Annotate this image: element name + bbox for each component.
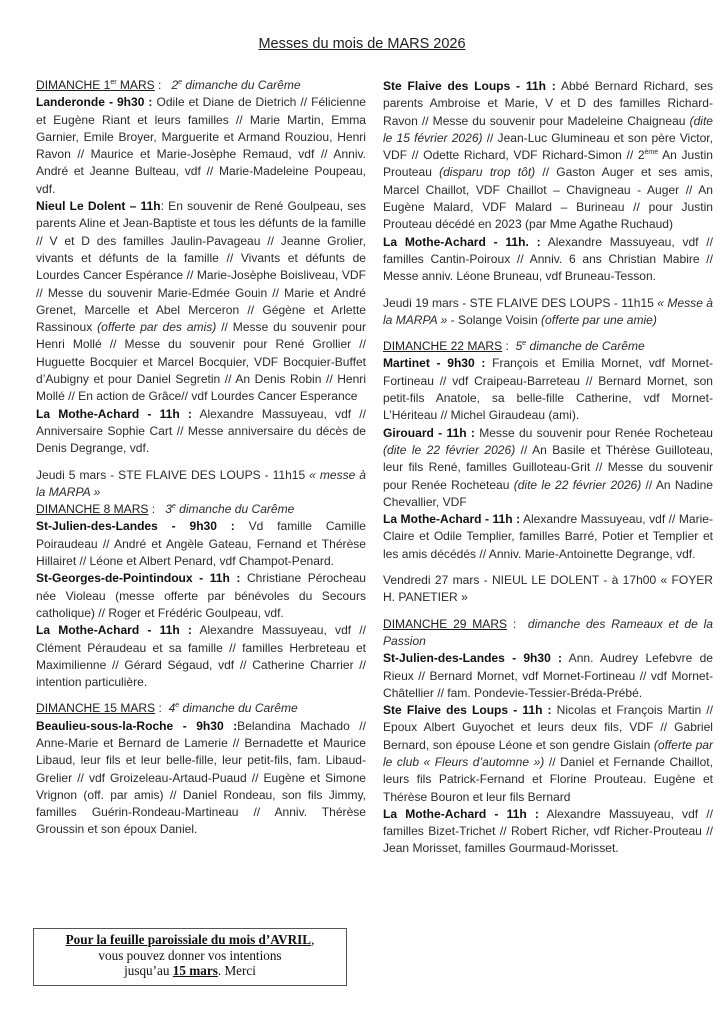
intentions-notice-box: Pour la feuille paroissiale du mois d’AVRIL, vous pouvez donner vos intentions jusqu’au 15 mars. Merci [33,928,347,986]
day-heading-15-mars: DIMANCHE 15 MARS : 4e dimanche du Carême [36,701,298,716]
location-label: La Mothe-Achard - 11h : [36,623,192,638]
mass-entry-martinet: Martinet - 9h30 : François et Emilia Mornet, vdf Mornet-Fortineau // vdf Craipeau-Barreteau // Bernard Mornet, son petit-fils Anatole, sa belle-fille Catherine, vdf Mornet-L’Hériteau // Michel Giraudeau (ami). [383,356,713,423]
day-heading-8-mars: DIMANCHE 8 MARS : 3e dimanche du Carême [36,502,295,517]
mass-entry-ste-flaive-29: Ste Flaive des Loups - 11h : Nicolas et François Martin // Epoux Albert Guyochet et leurs deux fils, VDF // Gabriel Bernard, son épouse Léone et son gendre Gislain (offerte par le club « Fleurs d’automne ») // Daniel et Fernande Chaillot, leurs fils Patrick-Fernand et Florine Prouteau. Eugène et Thérèse Bouron et leur fils Bernard [383,703,714,804]
right-column [383,78,713,858]
day-heading-29-mars: DIMANCHE 29 MARS : dimanche des Rameaux et de la Passion [383,616,714,648]
location-label: La Mothe-Achard - 11h : [383,512,521,527]
mass-entry-mothe-achard-1: La Mothe-Achard - 11h : Alexandre Massuyeau, vdf // Anniversaire Sophie Cart // Messe anniversaire du décès de Denis Degrange, vdf. [36,406,367,456]
mass-entry-nieul: Nieul Le Dolent – 11h: En souvenir de René Goulpeau, ses parents Aline et Jean-Baptiste et tous les défunts de la famille // V et D des familles Jaulin-Pavageau // Jeanne Grolier, vivants et défunts de la famille // Vivants et défunts de Lourdes Cancer Espérance // Marie-Josèphe Boisliveau, VDF // Messe du souvenir Marie-Edmée Gouin // Marie et André Grenet, Marcelle et Abel Merceron // Gégène et Arlette Rassinoux (offerte par des amis) // Messe du souvenir pour Henri Mollé // Messe du souvenir pour René Grollier // Huguette Bocquier et Marcel Bocquier, VDF Bocquier-Buffet d’Aubigny et pour Daniel Segretin // An Denis Robin // Henri Mollé // En action de Grâce// vdf Lourdes Cancer Esperance [36,199,366,404]
mass-entry-ste-flaive-15: Ste Flaive des Loups - 11h : Abbé Bernard Richard, ses parents Ambroise et Marie, V et D des familles Richard-Ravon // Messe du souvenir pour Madeleine Chaigneau (dite le 15 février 2026) // Jean-Luc Glumineau et son père Victor, VDF // Odette Richard, VDF Richard-Simon // 2ème An Justin Prouteau (disparu trop tôt) // Gaston Auger et ses amis, Marcel Chaillot, VDF Chaillot – Chavigneau - Auger // An Eugène Malard, VDF Malard – Burineau // pour Justin Prouteau décédé en 2023 (par Mme Agathe Ruchaud) [383,79,714,232]
left-column [36,77,366,839]
location-label: La Mothe-Achard - 11h. : [383,234,541,249]
mass-entry-mothe-achard-29: La Mothe-Achard - 11h : Alexandre Massuyeau, vdf // familles Bizet-Trichet // Robert Richer, vdf Richer-Prouteau // Jean Morisset, familles Gourmaud-Morisset. [383,806,714,856]
location-label: La Mothe-Achard - 11h : [383,806,539,821]
location-label: St-Julien-des-Landes - 9h30 : [383,651,563,666]
location-label: Girouard - 11h : [383,425,475,440]
mass-entry-st-julien-8: St-Julien-des-Landes - 9h30 : Vd famille Camille Poiraudeau // André et Angèle Gateau, Fernand et Thérèse Hillairet // Léone et Albert Penard, vdf Champot-Penard. [36,519,366,569]
weekday-mass-5-mars: Jeudi 5 mars - STE FLAIVE DES LOUPS - 11h15 « messe à la MARPA » [36,467,366,499]
mass-entry-mothe-achard-15: La Mothe-Achard - 11h. : Alexandre Massuyeau, vdf // familles Cantin-Poiroux // Anniv. 6 ans Christian Mabire // Messe anniv. Léone Bruneau, vdf Bruneau-Tesson. [383,234,713,284]
location-label: Ste Flaive des Loups - 11h : [383,703,552,718]
weekday-mass-19-mars: Jeudi 19 mars - STE FLAIVE DES LOUPS - 11h15 « Messe à la MARPA » - Solange Voisin (offerte par une amie) [383,295,714,327]
day-heading-22-mars: DIMANCHE 22 MARS : 5e dimanche de Carême [383,339,645,354]
location-label: St-Julien-des-Landes - 9h30 : [36,519,235,534]
location-label: Nieul Le Dolent – 11h [36,199,161,214]
location-label: Beaulieu-sous-la-Roche - 9h30 : [36,718,238,733]
mass-entry-st-georges: St-Georges-de-Pointindoux - 11h : Christiane Pérocheau née Violeau (messe offerte par bénévoles du Secours catholique) // Roger et Frédéric Goulpeau, vdf. [36,571,366,620]
location-label: La Mothe-Achard - 11h : [36,406,192,421]
location-label: Landeronde - 9h30 : [36,95,153,110]
location-label: Martinet - 9h30 : [383,356,486,371]
mass-entry-mothe-achard-8: La Mothe-Achard - 11h : Alexandre Massuyeau, vdf // Clément Péraudeau et sa famille // familles Herbreteau et Maximilienne // Gérard Ségaud, vdf // Catherine Charrier // intention particulière. [36,623,367,690]
location-label: Ste Flaive des Loups - 11h : [383,79,556,93]
location-label: St-Georges-de-Pointindoux - 11h : [36,571,241,586]
page-title: Messes du mois de MARS 2026 [258,36,466,52]
mass-entry-mothe-achard-22: La Mothe-Achard - 11h : Alexandre Massuyeau, vdf // Marie-Claire et Odile Templier, familles Barré, Potier et Templier et les amis décédés // Anniv. Marie-Antoinette Degrange, vdf. [383,512,714,561]
day-heading-1-mars: DIMANCHE 1er MARS : 2e dimanche du Carême [36,78,301,92]
weekday-mass-27-mars: Vendredi 27 mars - NIEUL LE DOLENT - à 17h00 « FOYER H. PANETIER » [383,573,713,605]
mass-entry-st-julien-29: St-Julien-des-Landes - 9h30 : Ann. Audrey Lefebvre de Rieux // Bernard Mornet, vdf Mornet-Fortineau // vdf Mornet-Châtellier // fam. Pondevie-Tessier-Bréda-Prébé. [383,651,713,700]
mass-entry-beaulieu: Beaulieu-sous-la-Roche - 9h30 :Belandina Machado // Anne-Marie et Bernard de Lamerie // Bernadette et Maurice Libaud, leur fils et leur belle-fille, leur petit-fils, fam. Libaud-Grelier // vdf Groizeleau-Artaud-Puaud // Eugène et Simone Vrignon (off. par amis) // Daniel Rondeau, son fils Jimmy, familles Guérin-Rondeau-Martineau // Anniv. Thérèse Groussin et son époux Daniel. [36,718,366,837]
mass-entry-landeronde: Landeronde - 9h30 : Odile et Diane de Dietrich // Félicienne et Eugène Riant et leurs familles // Marie Martin, Emma Garnier, Emile Broyer, Marguerite et Armand Rouziou, Henri Ravon // Maurice et Marie-Josèphe Remaud, vdf // Anniv. André et Jeanne Bulteau, vdf // Marie-Madeleine Poupeau, vdf. [36,95,366,196]
mass-entry-girouard: Girouard - 11h : Messe du souvenir pour Renée Rocheteau (dite le 22 février 2026) // An Basile et Thérèse Guilloteau, leur fils René, familles Guilloteau-Grit // Messe du souvenir pour Renée Rocheteau (dite le 22 février 2026) // An Nadine Chevallier, VDF [383,425,713,509]
